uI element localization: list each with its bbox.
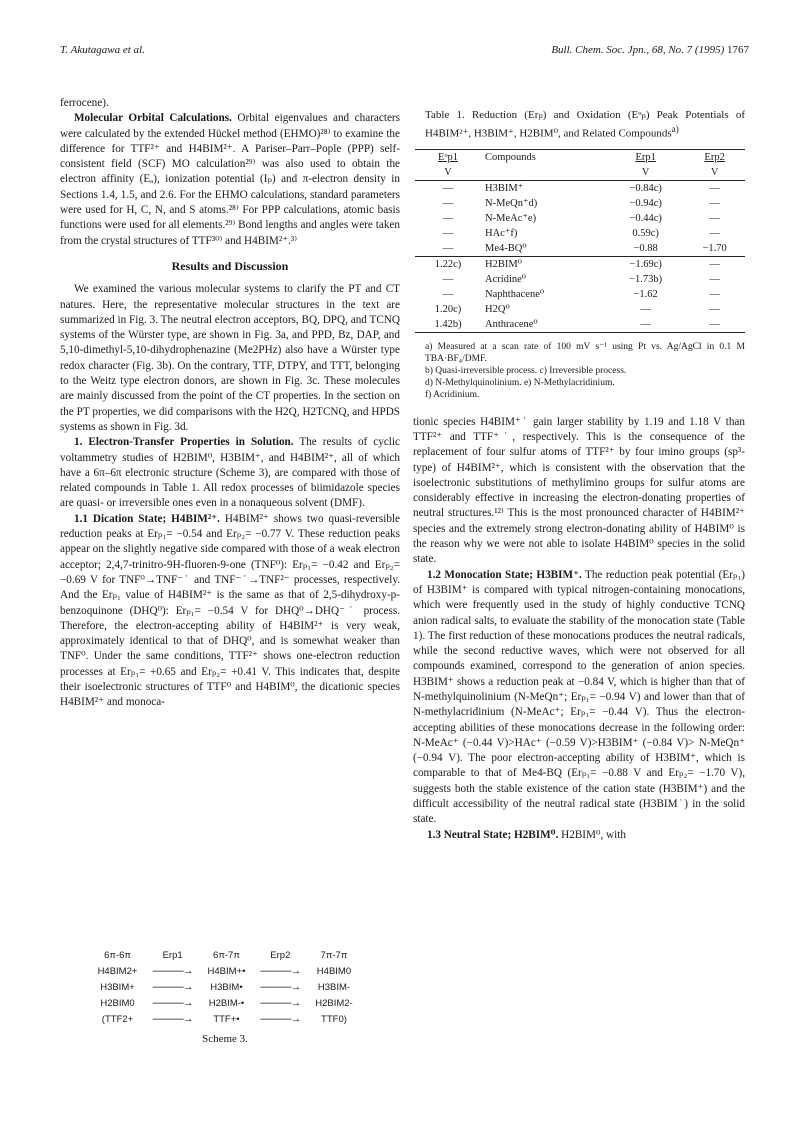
paragraph-monocation-stability: tionic species H4BIM⁺˙ gain larger stability by 1.19 and 1.18 V than TTF²⁺ and TTF⁺˙, respectively. This is the consequence of the replacement of four sulfur atoms of TTF²⁺ by four imino groups (sp³-type) of H4BIM²⁺, which is consistent with the observation that the isoelectronic substitutions of methylimino groups for sulfur atoms are considerably effective in increasing the electron-donating properties of neutral structures.¹²⁾ This is the most pronounced character of H4BIM²⁺ species and the extremely strong electron-donating ability of H4BIM⁰ is the reason why we were not able to isolate H4BIM⁰ species in the solid state. <box>413 415 745 566</box>
paragraph-mo-calculations <box>60 111 400 249</box>
cell-oxidation: 1.22c) <box>415 256 481 272</box>
scheme-row <box>90 979 360 995</box>
scheme-head-col: 6π-7π <box>213 950 240 961</box>
subheading-monocation-state: 1.2 Monocation State; H3BIM⁺. <box>427 568 582 581</box>
scheme-species: H4BIM0 <box>316 965 352 977</box>
cell-reduction-1: −1.62 <box>633 288 658 300</box>
scheme-species: H4BIM2+ <box>97 965 138 977</box>
cell-reduction-2: — <box>684 256 745 272</box>
table-unit-row <box>415 165 745 181</box>
cell-oxidation: — <box>442 197 454 209</box>
cell-compound: HAc⁺f) <box>485 227 518 239</box>
text-neutral-state: H2BIM⁰, with <box>561 828 626 841</box>
table-row <box>415 196 745 211</box>
cell-reduction-1: −1.69c) <box>607 256 684 272</box>
table-row <box>415 287 745 302</box>
table-caption <box>425 108 745 141</box>
cell-reduction-2: — <box>709 227 720 239</box>
subheading-mo-calculations: Molecular Orbital Calculations. <box>74 112 232 125</box>
cell-reduction-2: — <box>684 317 745 333</box>
scheme-species: (TTF2+ <box>101 1013 134 1025</box>
arrow-icon: ———→ <box>260 1013 301 1025</box>
cell-reduction-1: — <box>640 303 651 315</box>
text-electron-transfer: The results of cyclic voltammetry studies of H2BIM⁰, H3BIM⁺, and H4BIM²⁺, all of which have a 6π–6π electronic structure (Scheme 3), are compared with those of related compounds in Table 1. All redox processes of biimidazole species are quasi- or irreversible ones even in a nonaqueous solvent (DMF). <box>60 436 400 510</box>
scheme-row <box>90 1011 360 1027</box>
cell-oxidation: 1.42b) <box>415 317 481 333</box>
cell-compound: Acridine⁰ <box>485 273 526 285</box>
column-header-reduction-1: Erp1 <box>607 149 684 165</box>
right-column <box>413 108 745 843</box>
unit-label: V <box>684 165 745 181</box>
cell-reduction-1: −0.94c) <box>629 197 662 209</box>
cell-compound: Anthracene⁰ <box>481 317 607 333</box>
cell-reduction-2: — <box>709 212 720 224</box>
scheme-3 <box>90 948 360 1045</box>
running-head-journal <box>551 44 749 56</box>
scheme-species: H3BIM• <box>210 981 243 993</box>
subheading-electron-transfer: 1. Electron-Transfer Properties in Solution. <box>74 436 294 449</box>
paragraph-neutral-state <box>413 828 745 843</box>
scheme-species: TTF+• <box>213 1013 240 1025</box>
table-row <box>415 272 745 287</box>
cell-compound: N-MeQn⁺d) <box>485 197 538 209</box>
scheme-head-col: 6π-6π <box>104 950 131 961</box>
cell-oxidation: 1.20c) <box>434 303 462 315</box>
cell-reduction-2: — <box>709 288 720 300</box>
table-footnote: f) Acridinium. <box>425 389 480 400</box>
table-1 <box>415 149 745 333</box>
subheading-neutral-state: 1.3 Neutral State; H2BIM⁰. <box>427 828 559 841</box>
text-dication-state: H4BIM²⁺ shows two quasi-reversible reduction peaks at Erₚ₁= −0.54 and Erₚ₂= −0.77 V. These reduction peaks appear on the slightly negative side compared with those of a weak electron acceptor; 2,4,7-trinitro-9H-fluoren-9-one (TNF⁰): Erₚ₁= −0.42 and Erₚ₂= −0.69 V for TNF⁰→TNF⁻˙ and TNF⁻˙→TNF²⁻ processes, respectively. And the Erₚ₁ value of H4BIM²⁺ is the same as that of 2,5-dihydroxy-p-benzoquinone (DHQ⁰): Erₚ₁= −0.54 V for DHQ⁰→DHQ⁻˙ process. Therefore, the electron-accepting ability of H4BIM²⁺ is very weak, approximately identical to that of DHQ⁰, and is somewhat weaker than TNF⁰. Under the same conditions, TTF²⁺ shows one-electron reduction processes at Erₚ₁= +0.65 and Erₚ₂= +0.41 V. This indicates that, despite their isoelectronic structures of TTF⁰ and H4BIM⁰, the dicationic species H4BIM²⁺ and monoca- <box>60 512 400 709</box>
table-row <box>415 256 745 272</box>
cell-compound: H2BIM⁰ <box>481 256 607 272</box>
scheme-head-col: 7π-7π <box>320 950 348 961</box>
table-row <box>415 317 745 333</box>
cell-reduction-2: — <box>709 273 720 285</box>
table-footnote: d) N-Methylquinolinium. e) N-Methylacridinium. <box>425 377 615 388</box>
scheme-species: H3BIM- <box>317 981 351 993</box>
table-row <box>415 241 745 257</box>
scheme-row <box>90 995 360 1011</box>
cell-reduction-1: −0.44c) <box>629 212 662 224</box>
table-footnotes <box>425 341 745 401</box>
table-caption-text: Table 1. Reduction (Erₚ) and Oxidation (Eᵒₚ) Peak Potentials of H4BIM²⁺, H3BIM⁺, H2BIM⁰, and Related Compounds <box>425 109 745 140</box>
journal-citation: Bull. Chem. Soc. Jpn., 68, No. 7 (1995) <box>551 44 725 56</box>
cell-reduction-1: −0.84c) <box>629 182 662 194</box>
cell-compound: N-MeAc⁺e) <box>485 212 537 224</box>
cell-reduction-2: — <box>709 197 720 209</box>
table-row <box>415 302 745 317</box>
unit-label: V <box>415 165 481 181</box>
arrow-icon: ———→ <box>152 981 193 993</box>
cell-reduction-1: 0.59c) <box>632 227 659 239</box>
table-footnote: a) Measured at a scan rate of 100 mV s⁻¹ using Pt vs. Ag/AgCl in 0.1 M TBA·BF₄/DMF. <box>425 341 745 364</box>
cell-compound: H3BIM⁺ <box>485 182 524 194</box>
paragraph-molecular-systems: We examined the various molecular systems to clarify the PT and CT natures. Here, the representative molecular structures in the text are summarized in Fig. 3. The neutral electron acceptors, BQ, DPQ, and TCNQ systems of the Würster type, are shown in Fig. 3a, and PPD, Bz, DAP, and 5,10-dimethyl-5,10-dihydrophenazine (Me2PHz) also have a Würster type redox character (Fig. 3b). On the contrary, TTF, DTPY, and TTT, belonging to the Weitz type electron donors, are shown in Fig. 3c. These molecules are mainly discussed from the point of the CT properties. In the section on the PT properties, we did comparisons with the H2Q, H2TCNQ, and HPDS systems as shown in Fig. 3d. <box>60 283 400 433</box>
scheme-species: H4BIM+• <box>207 965 246 977</box>
scheme-caption: Scheme 3. <box>202 1033 248 1045</box>
cell-reduction-1: — <box>607 317 684 333</box>
arrow-icon: ———→ <box>260 965 301 977</box>
cell-oxidation: — <box>442 273 454 285</box>
paragraph-monocation-state <box>413 568 745 828</box>
scheme-row <box>90 963 360 979</box>
table-footnote: b) Quasi-irreversible process. c) Irreversible process. <box>425 365 627 376</box>
column-header-reduction-2: Erp2 <box>684 149 745 165</box>
cell-oxidation: — <box>442 182 454 194</box>
table-row <box>415 180 745 196</box>
table-row <box>415 226 745 241</box>
scheme-species: H3BIM+ <box>100 981 135 993</box>
scheme-species: H2BIM2- <box>315 997 353 1009</box>
scheme-3-table <box>90 948 360 1027</box>
arrow-icon: ———→ <box>152 965 193 977</box>
cell-oxidation: — <box>442 242 454 254</box>
cell-reduction-1: −0.88 <box>633 242 658 254</box>
cell-compound: Naphthacene⁰ <box>485 288 545 300</box>
scheme-species: H2BIM0 <box>100 997 135 1009</box>
scheme-species: H2BIM-• <box>208 997 245 1009</box>
arrow-icon: ———→ <box>152 997 193 1009</box>
running-head-authors: T. Akutagawa et al. <box>60 44 145 56</box>
paragraph-ferrocene: ferrocene). <box>60 97 109 109</box>
scheme-species: TTF0) <box>321 1013 347 1025</box>
arrow-icon: ———→ <box>260 981 301 993</box>
cell-compound: Me4-BQ⁰ <box>485 242 527 254</box>
arrow-icon: ———→ <box>260 997 301 1009</box>
scheme-head-row <box>90 948 360 963</box>
paragraph-electron-transfer <box>60 435 400 511</box>
cell-reduction-1: −1.73b) <box>629 273 663 285</box>
subheading-dication-state: 1.1 Dication State; H4BIM²⁺. <box>74 512 220 525</box>
column-header-compounds: Compounds <box>481 149 607 165</box>
scheme-head-col: Erp2 <box>270 950 291 961</box>
cell-reduction-2: −1.70 <box>702 242 727 254</box>
cell-reduction-2: — <box>709 182 720 194</box>
table-row <box>415 211 745 226</box>
cell-compound: H2Q⁰ <box>485 303 510 315</box>
section-heading-results: Results and Discussion <box>171 258 289 273</box>
scheme-head-col: Erp1 <box>162 950 183 961</box>
column-header-oxidation: Eᵒp1 <box>415 149 481 165</box>
cell-oxidation: — <box>442 288 454 300</box>
left-column <box>60 96 400 711</box>
unit-label: V <box>607 165 684 181</box>
table-header-row <box>415 149 745 165</box>
table-caption-note: a) <box>671 124 679 134</box>
cell-oxidation: — <box>442 227 454 239</box>
paragraph-dication-state <box>60 512 400 711</box>
text-mo-calculations: Orbital eigenvalues and characters were calculated by the extended Hückel method (EHMO)²⁸⁾ to examine the difference for TTF²⁺ and H4BIM²⁺. A Pariser–Parr–Pople (PPP) self-consistent field (SCF) MO calculation²⁹⁾ was also used to obtain the electron affinity (Eₐ), ionization potential (Iₚ) and π-electron density in Sections 1.4, 1.5, and 2.6. For the EHMO calculations, standard parameters were used for H, C, N, and S atoms.²⁸⁾ For PPP calculations, atomic basis functions were used for all elements.²⁹⁾ Bond lengths and angles were taken from the crystal structures of TTF³⁰⁾ and H4BIM²⁺.³⁾ <box>60 112 401 247</box>
cell-reduction-2: — <box>709 303 720 315</box>
arrow-icon: ———→ <box>152 1013 193 1025</box>
cell-oxidation: — <box>442 212 454 224</box>
page-number: 1767 <box>727 44 749 56</box>
text-monocation-state: The reduction peak potential (Erₚ₁) of H3BIM⁺ is compared with typical nitrogen-containing monocations, which were frequently used in the study of highly conductive TCNQ anion radical salts, to evaluate the stability of the monocation state (Table 1). The first reduction of these monocations produces the neutral radicals, while the second reductive waves, which were not observed for all compounds examined, correspond to the generation of anion species. H3BIM⁺ shows a reduction peak at −0.84 V, which is higher than that of N-methylquinolinium (N-MeQn⁺; Erₚ₁= −0.94 V) and lower than that of N-methylacridinium (N-MeAc⁺; Erₚ₁= −0.44 V). Thus the electron-accepting abilities of these monocations decrease in the following order: N-MeAc⁺ (−0.44 V)>HAc⁺ (−0.59 V)>H3BIM⁺ (−0.84 V)> N-MeQn⁺ (−0.94 V). The poor electron-accepting ability of H3BIM⁺, which is comparable to that of Me4-BQ (Erₚ₁= −0.88 V and Erₚ₂= −1.70 V), suggests both the stable existence of the cation state (H3BIM⁺) and the difficult accessibility of the neutral radical state (H3BIM˙) in the solid state. <box>413 568 745 826</box>
